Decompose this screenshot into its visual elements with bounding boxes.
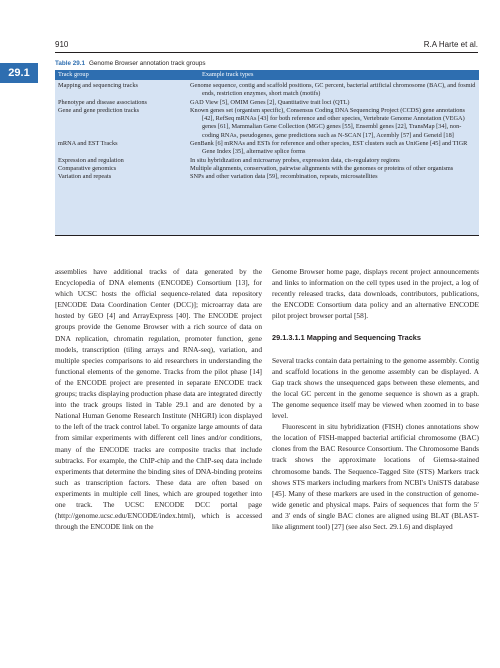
track-group-cell: Variation and repeats xyxy=(58,173,112,181)
example-types-cell: GenBank [6] mRNAs and ESTs for reference and other species, EST clusters such as UniGene [45] and TIGR Gene Index [35], alternative splice forms xyxy=(190,140,468,156)
table-header-row xyxy=(55,70,479,80)
table-label: Table 29.1 xyxy=(55,60,85,67)
example-types-cell: In situ hybridization and microarray probes, expression data, cis-regulatory regions xyxy=(190,156,400,164)
table-row xyxy=(55,157,479,165)
track-group-cell: mRNA and EST Tracks xyxy=(58,140,118,148)
table-row xyxy=(55,140,479,157)
example-types-cell: GAD View [5], OMIM Genes [2], Quantitative trait loci (QTL) xyxy=(190,98,350,106)
table-row xyxy=(55,165,479,173)
chapter-tab: 29.1 xyxy=(0,63,38,83)
track-group-cell: Phenotype and disease associations xyxy=(58,98,148,106)
page-number: 910 xyxy=(55,40,69,49)
body-paragraph: Fluorescent in situ hybridization (FISH) clones annotations show the location of FISH-mapped bacterial artificial chromosome (BAC) clones from the BAC Resource Consortium. The Chromosome Bands track shows the approximate locations of Giemsa-stained chromosome bands. The Sequence-Tagged Site (STS) Markers track shows STS markers including markers from NCBI's UniSTS database [45]. Many of these markers are used in the construction of genome-wide genetic and physical maps. Pairs of sequences that form the 5′ and 3′ ends of single BAC clones are aligned using BLAT (BLAST-like alignment tool) [27] (see also Sect. 29.1.6) and displayed xyxy=(272,422,479,531)
table-caption xyxy=(55,60,206,67)
example-types-cell: Genome sequence, contig and scaffold positions, GC percent, bacterial artificial chromosome (BAC), and fosmid ends, restriction enzymes, short match (motifs) xyxy=(190,82,476,98)
section-heading: 29.1.3.1.1 Mapping and Sequencing Tracks xyxy=(272,333,421,343)
table-row xyxy=(55,82,479,99)
column-header-track-group: Track group xyxy=(58,71,89,78)
column-header-example-types: Example track types xyxy=(202,71,254,78)
example-types-cell: Multiple alignments, conservation, pairwise alignments with the genomes or proteins of other organisms xyxy=(190,164,454,172)
track-group-cell: Expression and regulation xyxy=(58,156,124,164)
annotation-table xyxy=(55,70,479,236)
running-head-author: R.A Harte et al. xyxy=(423,40,478,49)
track-group-cell: Mapping and sequencing tracks xyxy=(58,82,138,89)
table-row xyxy=(55,173,479,181)
example-types-cell: Known genes set (organism specific), Consensus Coding DNA Sequencing Project (CCDS) gene annotations [42], RefSeq mRNAs [43] for both reference and other species, Vertebrate Genome Annotation (VEGA) genes [61], Mammalian Gene Collection (MGC) genes [55], Ensembl genes [22], TransMap [34], non-coding RNAs, pseudogenes, gene predictions such as N-SCAN [17], Acembly [57] and Geneid [18] xyxy=(190,106,465,139)
example-types-cell: SNPs and other variation data [59], recombination, repeats, microsatellites xyxy=(190,173,378,181)
header-rule xyxy=(55,52,478,53)
track-group-cell: Gene and gene prediction tracks xyxy=(58,106,140,114)
track-group-cell: Comparative genomics xyxy=(58,164,117,172)
right-column xyxy=(272,266,479,532)
table-row xyxy=(55,107,479,140)
table-title: Genome Browser annotation track groups xyxy=(88,60,206,67)
body-paragraph: Genome Browser home page, displays recent project announcements and links to information on the cell types used in the project, a log of recently released tracks, data downloads, contributors, publications, the ENCODE Consortium data policy and an alternative ENCODE pilot project browser portal [58]. xyxy=(272,267,479,321)
body-paragraph: Several tracks contain data pertaining to the genome assembly. Contig and scaffold locations in the genome assembly can be displayed. A Gap track shows the unsequenced gaps between these elements, and the local GC percent in the genome sequence is shown as a graph. The genome sequence itself may be viewed when zoomed in to base level. xyxy=(272,355,479,421)
table-row xyxy=(55,99,479,107)
left-column xyxy=(55,266,262,532)
body-paragraph: assemblies have additional tracks of data generated by the Encyclopedia of DNA elements (ENCODE) Consortium [13], for which UCSC hosts the official sequence-related data repository [ENCODE Data Coordination Center (DCC)]; microarray data are hosted by GEO [4] and ArrayExpress [40]. The ENCODE project groups provide the Genome Browser with a rich source of data on DNA replication, chromatin regulation, promoter function, gene models, transcription (tiling arrays and RNA-seq), variation, and multiple species comparisons to aid researchers in understanding the functional elements of the genome. Tracks from the pilot phase [14] of the ENCODE project are presented in separate ENCODE track groups; tracks displaying production phase data are integrated directly into the track groups listed in Table 29.1 and are denoted by a National Human Genome Research Institute (NHGRI) icon displayed to the left of the track control label. To organize large amounts of data from similar experiments with different cell lines and/or conditions, many of the ENCODE tracks are composite tracks that include subtracks. For example, the ChIP-chip and the ChIP-seq data include experiments that determine the binding sites of DNA-binding proteins such as transcription factors. These data are often based on experiments in multiple cell lines, which are grouped together into one track. The UCSC ENCODE DCC portal page (http://genome.ucsc.edu/ENCODE/index.html), which is accessed through the ENCODE link on the xyxy=(55,267,262,532)
